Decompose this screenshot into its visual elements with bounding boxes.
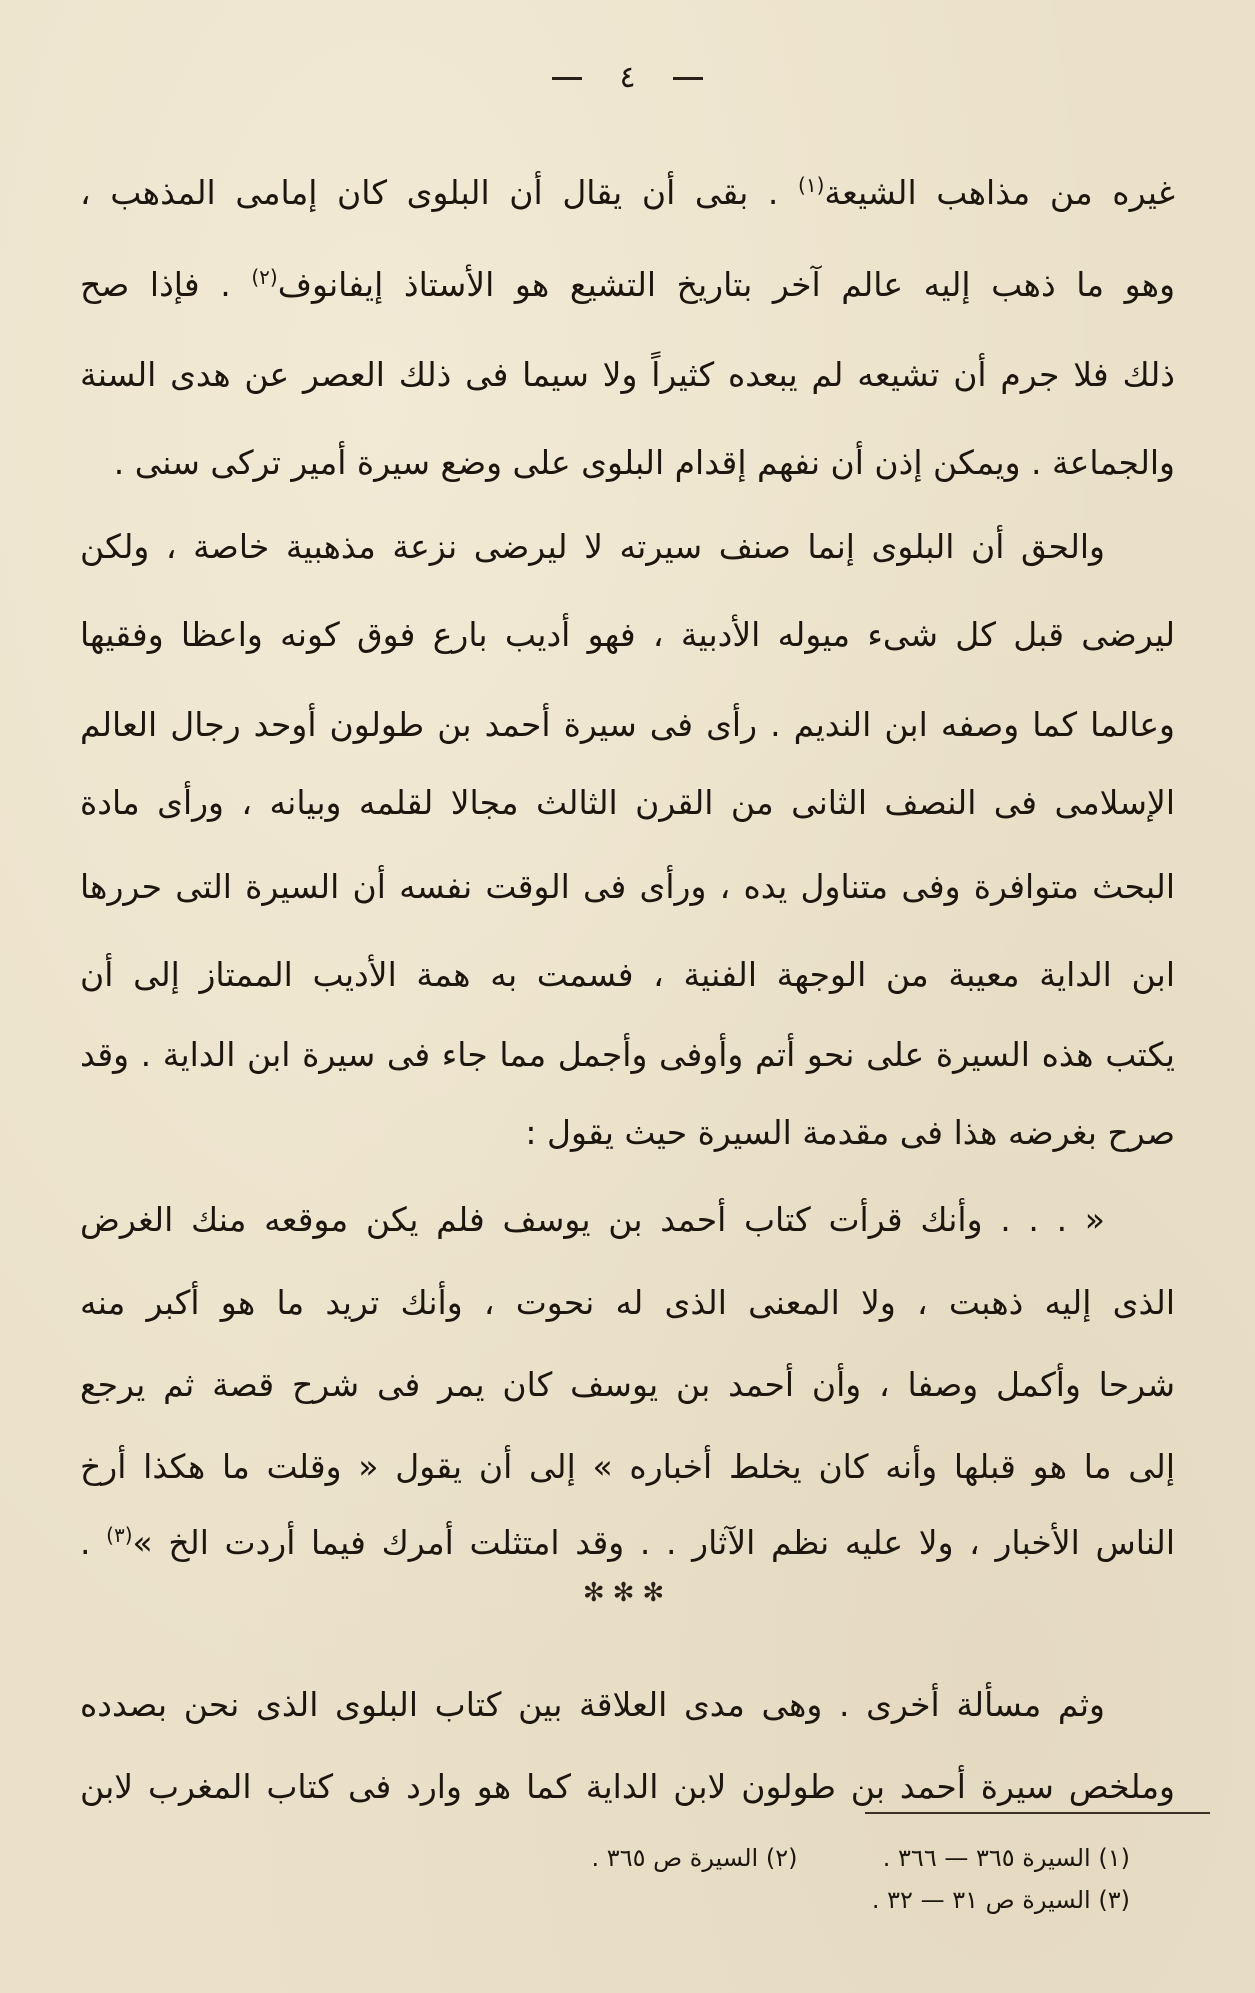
footnote-row	[592, 1838, 1130, 1878]
footnote-ref-3[interactable]: (٣)	[106, 1523, 133, 1547]
quote-line: الذى إليه ذهبت ، ولا المعنى الذى له نحوت ، وأنك تريد ما هو أكبر منه	[80, 1283, 1175, 1322]
quote-line: الناس الأخبار ، ولا عليه نظم الآثار . . وقد امتثلت أمرك فيما أردت الخ »$^{(٣)}$ .	[80, 1523, 1175, 1562]
text-line: وهو ما ذهب إليه عالم آخر بتاريخ التشيع هو الأستاذ إيفانوف$^{(٢)}$ . فإذا صح	[80, 265, 1176, 304]
text-line: البحث متوافرة وفى متناول يده ، ورأى فى الوقت نفسه أن السيرة التى حررها	[80, 867, 1175, 906]
text-line: وثم مسألة أخرى . وهى مدى العلاقة بين كتاب البلوى الذى نحن بصدده	[80, 1685, 1105, 1724]
quote-line: « . . . وأنك قرأت كتاب أحمد بن يوسف فلم يكن موقعه منك الغرض	[80, 1200, 1105, 1239]
text-line: وملخص سيرة أحمد بن طولون لابن الداية كما هو وارد فى كتاب المغرب لابن	[80, 1767, 1175, 1806]
quote-line: إلى ما هو قبلها وأنه كان يخلط أخباره » إلى أن يقول « وقلت ما هكذا أرخ	[80, 1447, 1175, 1486]
footnote-ref-1[interactable]: (١)	[798, 173, 825, 197]
page-number: ٤	[619, 60, 636, 95]
footnote-1: (١) السيرة ٣٦٥ — ٣٦٦ .	[882, 1844, 1130, 1872]
quote-line: شرحا وأكمل وصفا ، وأن أحمد بن يوسف كان يمر فى شرح قصة ثم يرجع	[80, 1365, 1175, 1404]
footnote-3: (٣) السيرة ص ٣١ — ٣٢ .	[871, 1886, 1130, 1914]
text-line: ليرضى قبل كل شىء ميوله الأدبية ، فهو أديب بارع فوق كونه واعظا وفقيها	[80, 615, 1175, 654]
header-dash-right	[673, 77, 703, 80]
page-number-header	[0, 58, 1255, 98]
footnote-divider	[865, 1812, 1210, 1814]
text-line: والحق أن البلوى إنما صنف سيرته لا ليرضى نزعة مذهبية خاصة ، ولكن	[80, 527, 1105, 566]
text-line: غيره من مذاهب الشيعة$^{(١)}$ . بقى أن يقال أن البلوى كان إمامى المذهب ،	[80, 173, 1175, 212]
footnote-2: (٢) السيرة ص ٣٦٥ .	[591, 1844, 798, 1872]
header-dash-left	[552, 77, 582, 80]
text-line: صرح بغرضه هذا فى مقدمة السيرة حيث يقول :	[525, 1113, 1175, 1152]
text-line: الإسلامى فى النصف الثانى من القرن الثالث مجالا لقلمه وبيانه ، ورأى مادة	[80, 783, 1175, 822]
footnote-ref-2[interactable]: (٢)	[251, 265, 278, 289]
text-line: ابن الداية معيبة من الوجهة الفنية ، فسمت به همة الأديب الممتاز إلى أن	[80, 955, 1175, 994]
text-line: يكتب هذه السيرة على نحو أتم وأوفى وأجمل مما جاء فى سيرة ابن الداية . وقد	[80, 1035, 1175, 1074]
text-line: والجماعة . ويمكن إذن أن نفهم إقدام البلوى على وضع سيرة أمير تركى سنى .	[113, 443, 1175, 482]
text-line: وعالما كما وصفه ابن النديم . رأى فى سيرة أحمد بن طولون أوحد رجال العالم	[80, 705, 1175, 744]
text-line: ذلك فلا جرم أن تشيعه لم يبعده كثيراً ولا سيما فى ذلك العصر عن هدى السنة	[80, 355, 1175, 394]
footnote-row	[872, 1880, 1130, 1920]
section-separator: ✻✻✻	[582, 1578, 673, 1608]
